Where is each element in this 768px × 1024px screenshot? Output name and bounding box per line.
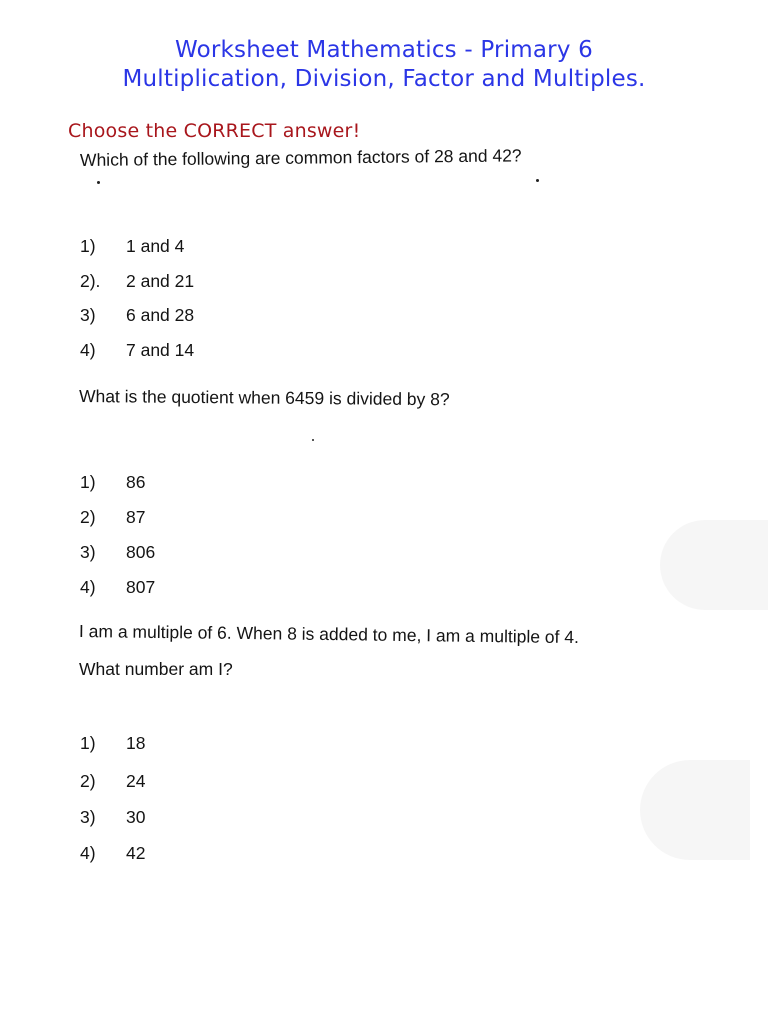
option-text: 7 and 14 <box>126 340 195 360</box>
option-text: 24 <box>126 771 146 791</box>
option-text: 86 <box>126 472 146 492</box>
question-1-option-1[interactable] <box>80 236 184 257</box>
question-1-text: Which of the following are common factors of 28 and 42? <box>79 145 522 170</box>
option-number: 1) <box>80 733 96 753</box>
option-text: 42 <box>126 843 146 863</box>
title-line-1: Worksheet Mathematics - Primary 6 <box>175 37 593 63</box>
option-text: 30 <box>126 807 146 827</box>
question-3-text-line-2: What number am I? <box>79 659 233 679</box>
option-number: 1) <box>80 472 96 492</box>
option-text: 807 <box>126 577 156 597</box>
option-number: 4) <box>80 843 96 863</box>
option-number: 4) <box>80 577 96 597</box>
option-number: 3) <box>80 305 96 325</box>
option-number: 3) <box>80 807 96 827</box>
worksheet-header <box>0 36 768 94</box>
option-number: 4) <box>80 340 96 360</box>
question-1-option-3[interactable] <box>80 305 194 326</box>
question-2-option-3[interactable] <box>80 542 155 563</box>
scan-speck <box>312 439 314 441</box>
option-number: 2) <box>80 771 96 791</box>
option-text: 806 <box>126 542 156 562</box>
option-text: 2 and 21 <box>126 271 195 291</box>
instruction-text: Choose the CORRECT answer! <box>68 120 361 142</box>
question-1-option-4[interactable] <box>80 340 194 361</box>
option-text: 87 <box>126 507 146 527</box>
question-2-text: What is the quotient when 6459 is divided by 8? <box>78 386 450 410</box>
option-number: 2) <box>80 507 96 527</box>
option-text: 6 and 28 <box>126 305 195 325</box>
question-3-option-1[interactable] <box>80 733 145 754</box>
option-number: 2). <box>80 271 101 291</box>
question-1-option-2[interactable] <box>80 271 194 292</box>
question-2-option-4[interactable] <box>80 577 155 598</box>
question-2-option-2[interactable] <box>80 507 145 528</box>
option-text: 18 <box>126 733 146 753</box>
question-2-option-1[interactable] <box>80 472 145 493</box>
question-3-text-line-1: I am a multiple of 6. When 8 is added to me, I am a multiple of 4. <box>78 621 580 648</box>
option-number: 3) <box>80 542 96 562</box>
option-text: 1 and 4 <box>126 236 185 256</box>
question-3-option-3[interactable] <box>80 807 145 828</box>
option-number: 1) <box>80 236 96 256</box>
watermark-shape <box>640 760 750 860</box>
scan-speck <box>536 179 539 182</box>
scan-speck <box>97 181 100 184</box>
watermark-shape <box>660 520 768 610</box>
title-line-2: Multiplication, Division, Factor and Multiples. <box>122 66 646 92</box>
question-3-option-4[interactable] <box>80 843 145 864</box>
question-3-option-2[interactable] <box>80 771 145 792</box>
